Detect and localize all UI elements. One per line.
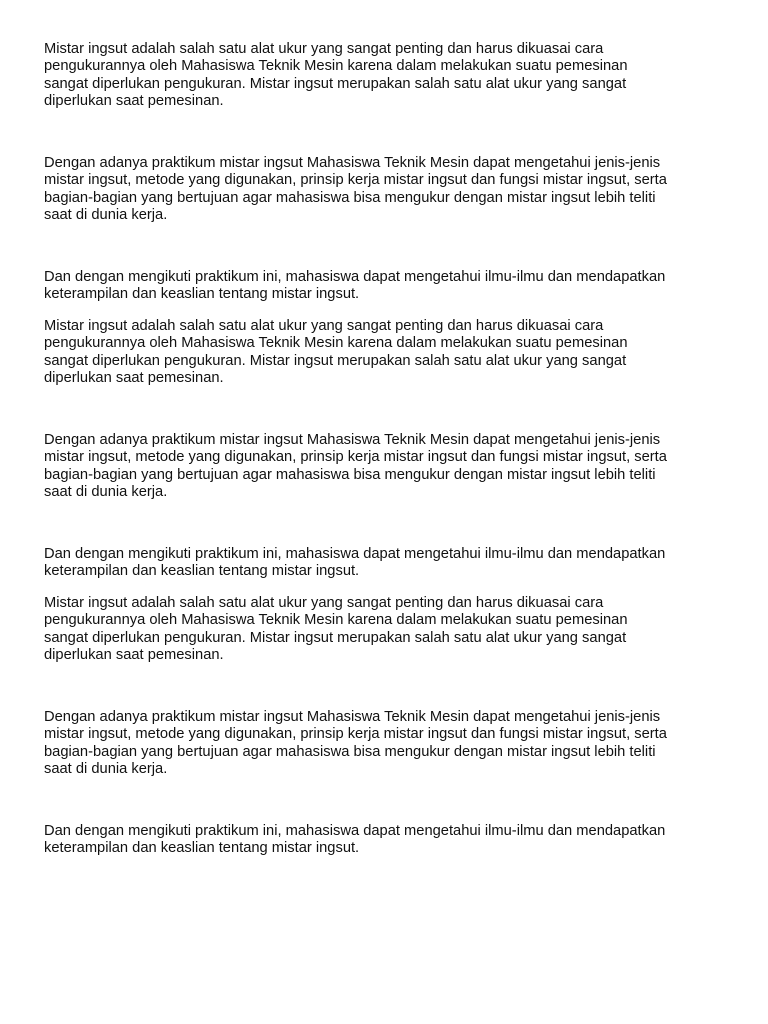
paragraph-3 <box>44 269 724 304</box>
paragraph-line: sangat diperlukan pengukuran. Mistar ingsut merupakan salah satu alat ukur yang sangat <box>44 75 627 92</box>
paragraph-line: keterampilan dan keaslian tentang mistar ingsut. <box>44 286 360 303</box>
paragraph-line: pengukurannya oleh Mahasiswa Teknik Mesin karena dalam melakukan suatu pemesinan <box>44 612 628 629</box>
paragraph-2 <box>44 155 724 225</box>
paragraph-7 <box>44 595 724 665</box>
paragraph-line: Mistar ingsut adalah salah satu alat ukur yang sangat penting dan harus dikuasai cara <box>44 595 604 611</box>
paragraph-line: Dengan adanya praktikum mistar ingsut Mahasiswa Teknik Mesin dapat mengetahui jenis-jenis <box>44 155 661 171</box>
paragraph-6 <box>44 546 724 581</box>
paragraph-line: bagian-bagian yang bertujuan agar mahasiswa bisa mengukur dengan mistar ingsut lebih teliti <box>44 743 656 760</box>
paragraph-line: bagian-bagian yang bertujuan agar mahasiswa bisa mengukur dengan mistar ingsut lebih teliti <box>44 466 656 483</box>
paragraph-line: saat di dunia kerja. <box>44 761 168 778</box>
paragraph-line: pengukurannya oleh Mahasiswa Teknik Mesin karena dalam melakukan suatu pemesinan <box>44 58 628 75</box>
paragraph-line: pengukurannya oleh Mahasiswa Teknik Mesin karena dalam melakukan suatu pemesinan <box>44 335 628 352</box>
paragraph-line: Mistar ingsut adalah salah satu alat ukur yang sangat penting dan harus dikuasai cara <box>44 318 604 334</box>
paragraph-line: mistar ingsut, metode yang digunakan, prinsip kerja mistar ingsut dan fungsi mistar ingsut, serta <box>44 726 667 743</box>
paragraph-5 <box>44 432 724 502</box>
paragraph-line: saat di dunia kerja. <box>44 484 168 501</box>
paragraph-line: Dengan adanya praktikum mistar ingsut Mahasiswa Teknik Mesin dapat mengetahui jenis-jenis <box>44 432 661 448</box>
paragraph-line: sangat diperlukan pengukuran. Mistar ingsut merupakan salah satu alat ukur yang sangat <box>44 352 627 369</box>
paragraph-line: diperlukan saat pemesinan. <box>44 370 224 387</box>
paragraph-4 <box>44 318 724 388</box>
paragraph-line: diperlukan saat pemesinan. <box>44 93 224 110</box>
paragraph-9 <box>44 823 724 858</box>
paragraph-line: keterampilan dan keaslian tentang mistar ingsut. <box>44 840 360 857</box>
paragraph-line: sangat diperlukan pengukuran. Mistar ingsut merupakan salah satu alat ukur yang sangat <box>44 629 627 646</box>
paragraph-1 <box>44 41 724 111</box>
paragraph-line: Mistar ingsut adalah salah satu alat ukur yang sangat penting dan harus dikuasai cara <box>44 41 604 57</box>
paragraph-line: keterampilan dan keaslian tentang mistar ingsut. <box>44 563 360 580</box>
paragraph-line: Dan dengan mengikuti praktikum ini, mahasiswa dapat mengetahui ilmu-ilmu dan mendapatkan <box>44 269 666 285</box>
paragraph-line: mistar ingsut, metode yang digunakan, prinsip kerja mistar ingsut dan fungsi mistar ingsut, serta <box>44 172 667 189</box>
paragraph-line: saat di dunia kerja. <box>44 207 168 224</box>
paragraph-line: bagian-bagian yang bertujuan agar mahasiswa bisa mengukur dengan mistar ingsut lebih teliti <box>44 189 656 206</box>
paragraph-line: Dengan adanya praktikum mistar ingsut Mahasiswa Teknik Mesin dapat mengetahui jenis-jenis <box>44 709 661 725</box>
paragraph-line: mistar ingsut, metode yang digunakan, prinsip kerja mistar ingsut dan fungsi mistar ingsut, serta <box>44 449 667 466</box>
paragraph-8 <box>44 709 724 779</box>
paragraph-line: Dan dengan mengikuti praktikum ini, mahasiswa dapat mengetahui ilmu-ilmu dan mendapatkan <box>44 546 666 562</box>
paragraph-line: Dan dengan mengikuti praktikum ini, mahasiswa dapat mengetahui ilmu-ilmu dan mendapatkan <box>44 823 666 839</box>
paragraph-line: diperlukan saat pemesinan. <box>44 647 224 664</box>
